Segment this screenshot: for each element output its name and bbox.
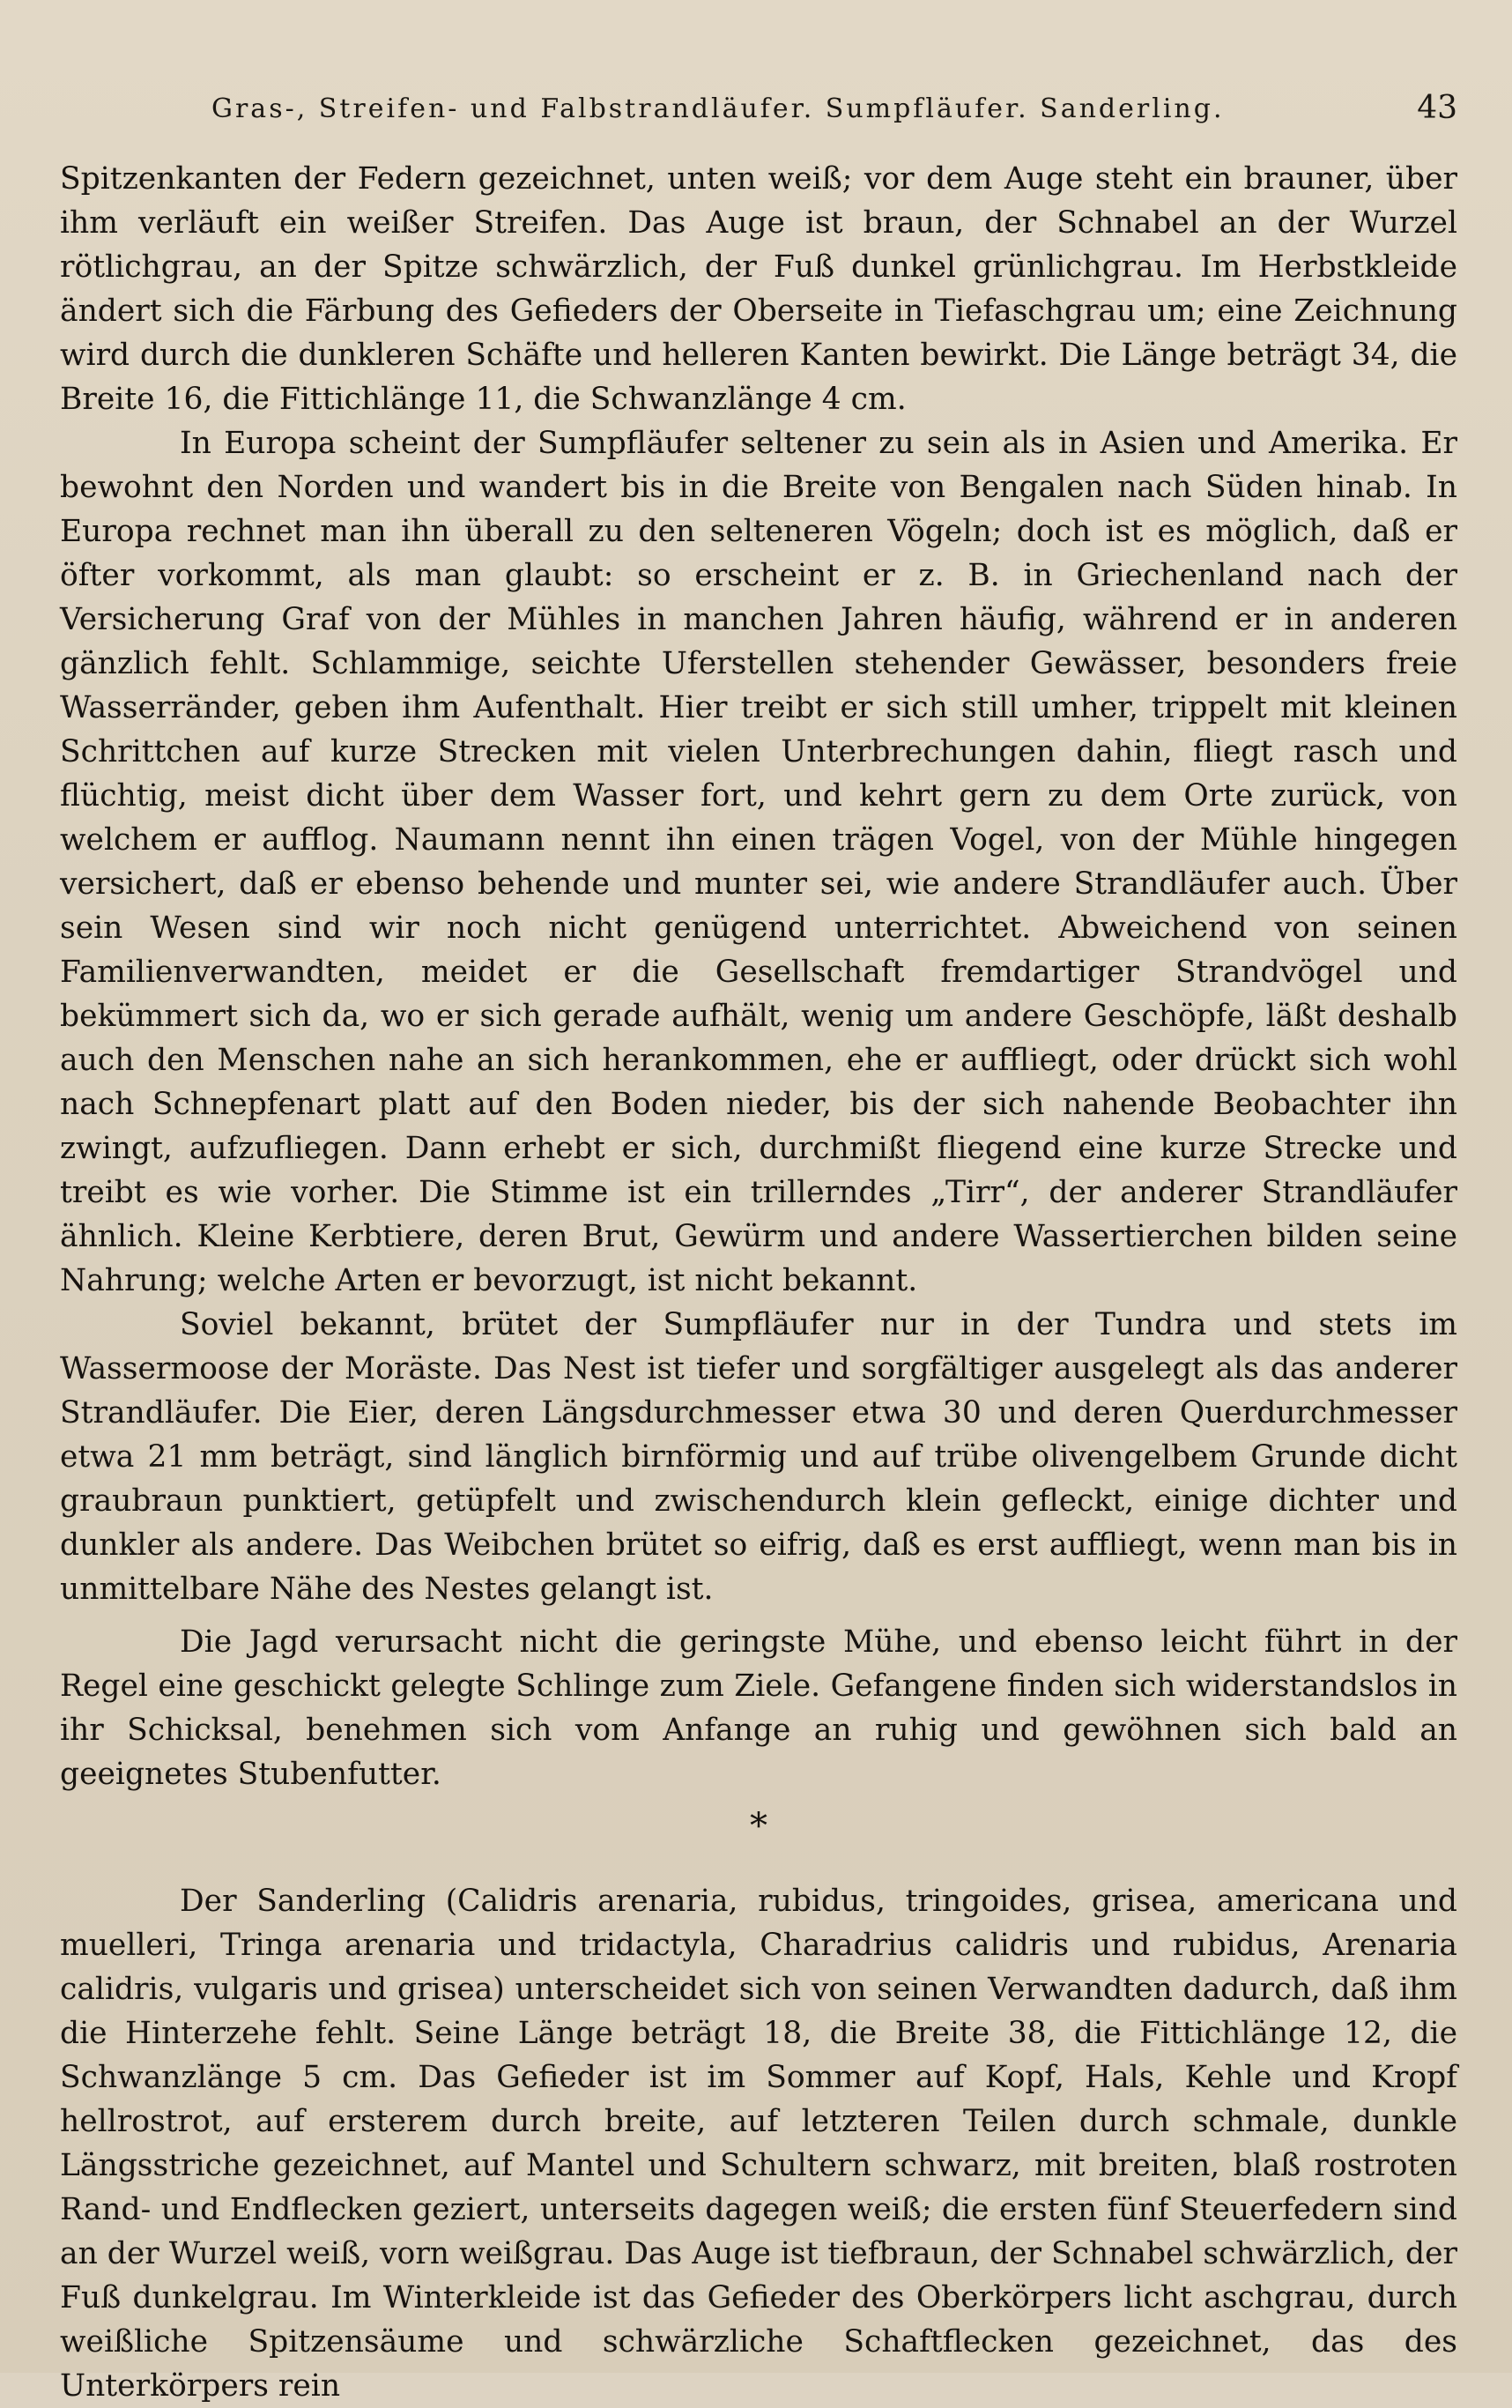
paragraph-hunting: Die Jagd verursacht nicht die geringste Mühe, und ebenso leicht führt in der Regel eine geschickt gelegte Schlinge zum Ziele. Gefangene finden sich widerstandslos in ihr Schicksal, benehmen sich vom Anfange an ruhig und gewöhnen sich bald an geeignetes Stubenfutter. [60,1624,1457,1792]
paragraph-continued: Spitzenkanten der Federn gezeichnet, unten weiß; vor dem Auge steht ein brauner, über ihm verläuft ein weißer Streifen. Das Auge ist braun, der Schnabel an der Wurzel rötlichgrau, an der Spitze schwärzlich, der Fuß dunkel grünlichgrau. Im Herbstkleide ändert sich die Färbung des Gefieders der Oberseite in Tiefaschgrau um; eine Zeichnung wird durch die dunkleren Schäfte und helleren Kanten bewirkt. Die Länge beträgt 34, die Breite 16, die Fittichlänge 11, die Schwanzlänge 4 cm. [60,161,1457,417]
page-number: 43 [1417,90,1457,126]
running-head: Gras-, Streifen- und Falbstrandläufer. Sumpfläufer. Sanderling. [211,93,1225,124]
paragraph-sanderling: Der Sanderling (Calidris arenaria, rubidus, tringoides, grisea, americana und muelleri, Tringa arenaria und tridactyla, Charadrius calidris und rubidus, Arenaria calidris, vulgaris und grisea) unterscheidet sich von seinen Verwandten dadurch, daß ihm die Hinterzehe fehlt. Seine Länge beträgt 18, die Breite 38, die Fittichlänge 12, die Schwanzlänge 5 cm. Das Gefieder ist im Sommer auf Kopf, Hals, Kehle und Kropf hellrostrot, auf ersterem durch breite, auf letzteren Teilen durch schmale, dunkle Längsstriche gezeichnet, auf Mantel und Schultern schwarz, mit breiten, blaß rostroten Rand- und Endflecken geziert, unterseits dagegen weiß; die ersten fünf Steuerfedern sind an der Wurzel weiß, vorn weißgrau. Das Auge ist tiefbraun, der Schnabel schwärzlich, der Fuß dunkelgrau. Im Winterkleide ist das Gefieder des Oberkörpers licht aschgrau, durch weißliche Spitzensäume und schwärzliche Schaftflecken gezeichnet, das des Unterkörpers rein [60,1884,1457,2404]
page-header [60,88,1457,141]
section-separator-asterisk: * [750,1806,767,1847]
paragraph-distribution: In Europa scheint der Sumpfläufer seltener zu sein als in Asien und Amerika. Er bewohnt den Norden und wandert bis in die Breite von Bengalen nach Süden hinab. In Europa rechnet man ihn überall zu den selteneren Vögeln; doch ist es möglich, daß er öfter vorkommt, als man glaubt: so erscheint er z. B. in Griechenland nach der Versicherung Graf von der Mühles in manchen Jahren häufig, während er in anderen gänzlich fehlt. Schlammige, seichte Uferstellen stehender Gewässer, besonders freie Wasserränder, geben ihm Aufenthalt. Hier treibt er sich still umher, trippelt mit kleinen Schrittchen auf kurze Strecken mit vielen Unterbrechungen dahin, fliegt rasch und flüchtig, meist dicht über dem Wasser fort, und kehrt gern zu dem Orte zurück, von welchem er aufflog. Naumann nennt ihn einen trägen Vogel, von der Mühle hingegen versichert, daß er ebenso behende und munter sei, wie andere Strandläufer auch. Über sein Wesen sind wir noch nicht genügend unterrichtet. Abweichend von seinen Familienverwandten, meidet er die Gesellschaft fremdartiger Strandvögel und bekümmert sich da, wo er sich gerade aufhält, wenig um andere Geschöpfe, läßt deshalb auch den Menschen nahe an sich herankommen, ehe er auffliegt, oder drückt sich wohl nach Schnepfenart platt auf den Boden nieder, bis der sich nahende Beobachter ihn zwingt, aufzufliegen. Dann erhebt er sich, durchmißt fliegend eine kurze Strecke und treibt es wie vorher. Die Stimme ist ein trillerndes „Tirr“, der anderer Strandläufer ähnlich. Kleine Kerbtiere, deren Brut, Gewürm und andere Wassertierchen bilden seine Nahrung; welche Arten er bevorzugt, ist nicht bekannt. [60,426,1457,1298]
paragraph-breeding: Soviel bekannt, brütet der Sumpfläufer nur in der Tundra und stets im Wassermoose der Moräste. Das Nest ist tiefer und sorgfältiger ausgelegt als das anderer Strandläufer. Die Eier, deren Längsdurchmesser etwa 30 und deren Querdurchmesser etwa 21 mm beträgt, sind länglich birnförmig und auf trübe olivengelbem Grunde dicht graubraun punktiert, getüpfelt und zwischendurch klein gefleckt, einige dichter und dunkler als andere. Das Weibchen brütet so eifrig, daß es erst auffliegt, wenn man bis in unmittelbare Nähe des Nestes gelangt ist. [60,1307,1457,1607]
page-body [60,157,1457,2408]
